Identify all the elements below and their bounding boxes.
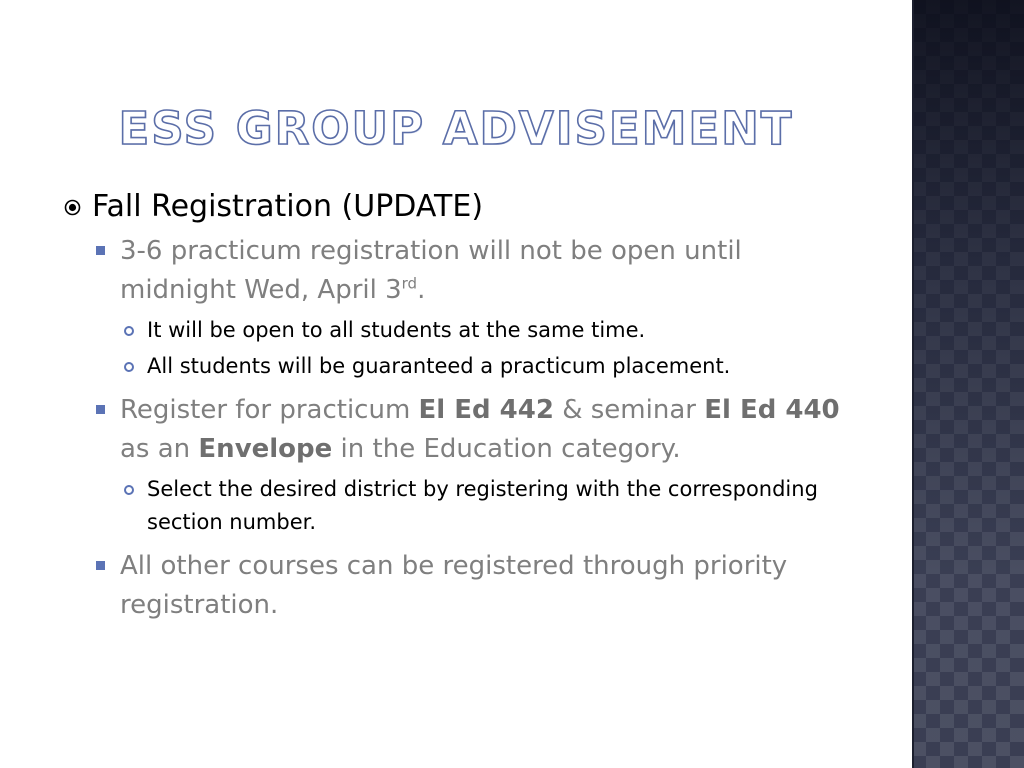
envelope-term: Envelope xyxy=(198,434,333,464)
square-bullet-icon xyxy=(96,405,105,414)
nested-item-text: All students will be guaranteed a practicum placement. xyxy=(147,354,731,378)
ring-bullet-icon xyxy=(124,485,134,495)
main-bullet-text: Fall Registration (UPDATE) xyxy=(92,189,484,224)
item-text-part: & seminar xyxy=(553,395,705,425)
nested-item-text: It will be open to all students at the same time. xyxy=(147,318,646,342)
square-bullet-icon xyxy=(96,246,105,255)
radio-bullet-icon xyxy=(64,199,81,216)
nested-item-guaranteed xyxy=(147,350,862,383)
ring-bullet-icon xyxy=(124,326,134,336)
decorative-side-panel xyxy=(912,0,1024,768)
course-code-440: El Ed 440 xyxy=(704,395,840,425)
list-item-register-envelope xyxy=(120,391,862,539)
nested-list xyxy=(147,314,862,383)
ring-bullet-icon xyxy=(124,362,134,372)
course-code-442: El Ed 442 xyxy=(418,395,554,425)
side-panel-edge xyxy=(912,0,914,768)
nested-item-text: Select the desired district by registering with the corresponding section number. xyxy=(147,477,818,534)
item-text: All other courses can be registered through priority registration. xyxy=(120,551,788,620)
item-text-part: in the Education category. xyxy=(332,434,681,464)
item-text-part: as an xyxy=(120,434,199,464)
sub-list xyxy=(120,232,862,625)
slide-content xyxy=(62,186,862,631)
list-item-practicum-open xyxy=(120,232,862,383)
square-bullet-icon xyxy=(96,561,105,570)
nested-item-open-to-all xyxy=(147,314,862,347)
main-bullet-item xyxy=(62,186,862,228)
ordinal-suffix: rd xyxy=(401,274,418,293)
item-text-part: Register for practicum xyxy=(120,395,419,425)
item-text-end: . xyxy=(417,275,426,305)
slide-title: ESS GROUP ADVISEMENT xyxy=(118,102,794,155)
nested-list xyxy=(147,473,862,539)
item-text: 3-6 practicum registration will not be open until midnight Wed, April 3 xyxy=(120,236,742,305)
list-item-other-courses xyxy=(120,547,862,625)
nested-item-select-district xyxy=(147,473,862,539)
